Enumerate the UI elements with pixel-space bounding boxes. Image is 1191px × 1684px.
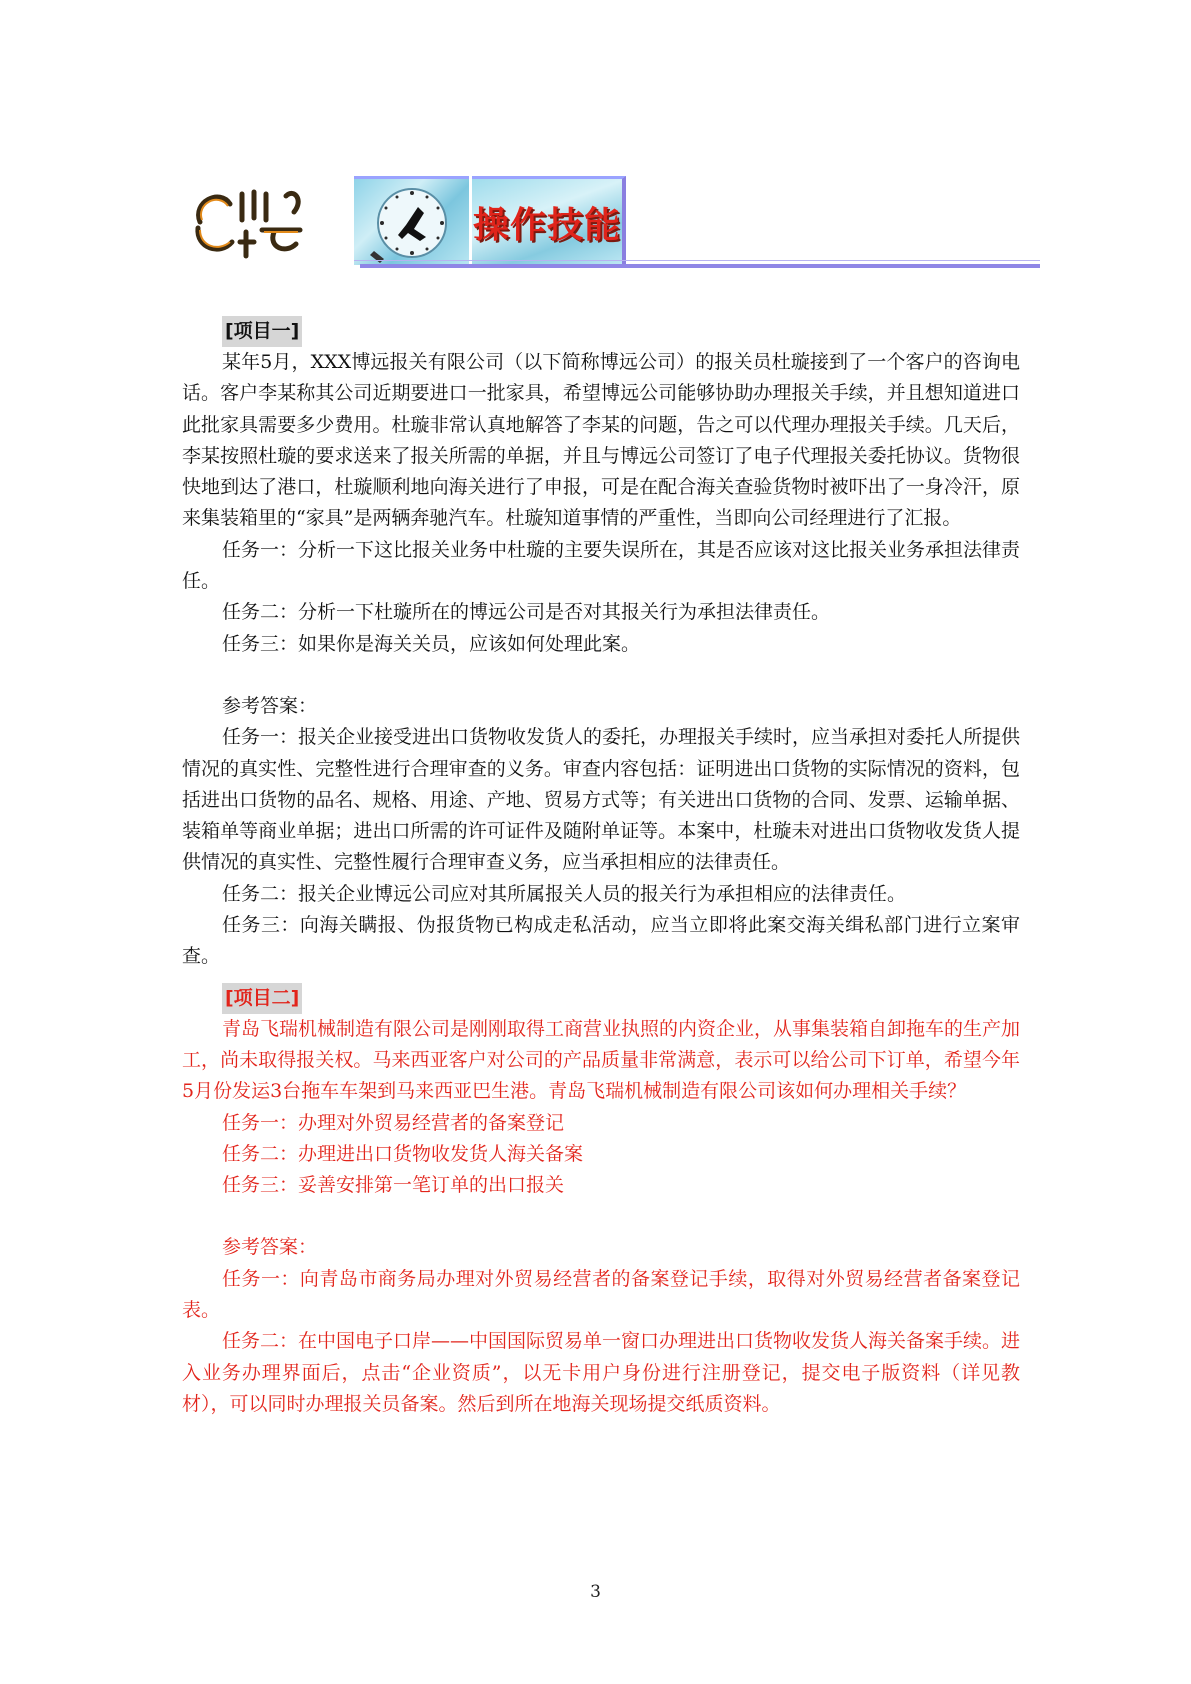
project-1-answer-1: 任务一：报关企业接受进出口货物收发货人的委托，办理报关手续时，应当承担对委托人所提供情况的真实性、完整性进行合理审查的义务。审查内容包括：证明进出口货物的实际情况的资料，包括进出口货物的品名、规格、用途、产地、贸易方式等；有关进出口货物的合同、发票、运输单据、装箱单等商业单据；进出口所需的许可证件及随附单证等。本案中，杜璇未对进出口货物收发货人提供情况的真实性、完整性履行合理审查义务，应当承担相应的法律责任。 — [182, 726, 1021, 874]
page-number: 3 — [590, 1582, 601, 1602]
project-1-heading: [项目一] — [222, 316, 302, 347]
project-2-heading: [项目二] — [222, 983, 302, 1014]
project-1-section — [182, 316, 1020, 973]
zhichang-logo — [190, 182, 310, 264]
header-banner — [190, 176, 1040, 276]
project-2-answer-1: 任务一：向青岛市商务局办理对外贸易经营者的备案登记手续，取得对外贸易经营者备案登记表。 — [182, 1267, 1020, 1322]
title-panel — [472, 176, 626, 265]
clock-image — [354, 176, 469, 265]
banner-title: 操作技能 — [472, 204, 621, 246]
project-2-task-3: 任务三：妥善安排第一笔订单的出口报关 — [222, 1174, 565, 1197]
project-1-answer-2: 任务二：报关企业博远公司应对其所属报关人员的报关行为承担相应的法律责任。 — [222, 882, 907, 905]
project-1-answer-3: 任务三：向海关瞒报、伪报货物已构成走私活动，应当立即将此案交海关缉私部门进行立案审查。 — [182, 914, 1020, 968]
project-1-answer-label: 参考答案： — [222, 694, 318, 717]
project-2-answer-label: 参考答案： — [222, 1236, 318, 1259]
project-2-answer-2: 任务二：在中国电子口岸——中国国际贸易单一窗口办理进出口货物收发货人海关备案手续。进入业务办理界面后，点击“企业资质”，以无卡用户身份进行注册登记，提交电子版资料（详见教材），可以同时办理报关员备案。然后到所在地海关现场提交纸质资料。 — [182, 1330, 1021, 1415]
project-2-task-2: 任务二：办理进出口货物收发货人海关备案 — [222, 1142, 584, 1165]
project-1-task-3: 任务三：如果你是海关关员，应该如何处理此案。 — [222, 632, 641, 655]
project-1-task-2: 任务二：分析一下杜璇所在的博远公司是否对其报关行为承担法律责任。 — [222, 601, 831, 624]
document-body — [182, 316, 1020, 1420]
project-1-case: 某年5月，XXX博远报关有限公司（以下简称博远公司）的报关员杜璇接到了一个客户的咨询电话。客户李某称其公司近期要进口一批家具，希望博远公司能够协助办理报关手续，并且想知道进口此批家具需要多少费用。杜璇非常认真地解答了李某的问题，告之可以代理办理报关手续。几天后，李某按照杜璇的要求送来了报关所需的单据，并且与博远公司签订了电子代理报关委托协议。货物很快地到达了港口，杜璇顺利地向海关进行了申报，可是在配合海关查验货物时被吓出了一身冷汗，原来集装箱里的“家具”是两辆奔驰汽车。杜璇知道事情的严重性，当即向公司经理进行了汇报。 — [182, 351, 1020, 530]
project-1-task-1: 任务一：分析一下这比报关业务中杜璇的主要失误所在，其是否应该对这比报关业务承担法律责任。 — [182, 538, 1021, 593]
header-rule-thin — [354, 260, 1040, 261]
spacer — [182, 660, 1020, 691]
header-rule — [360, 264, 1040, 268]
spacer — [182, 1201, 1020, 1232]
clock-icon — [354, 179, 469, 265]
project-2-section — [182, 983, 1020, 1421]
spacer — [182, 973, 1020, 983]
logo-graphic — [190, 182, 310, 264]
project-2-case: 青岛飞瑞机械制造有限公司是刚刚取得工商营业执照的内资企业，从事集装箱自卸拖车的生产加工，尚未取得报关权。马来西亚客户对公司的产品质量非常满意，表示可以给公司下订单，希望今年5月份发运3台拖车车架到马来西亚巴生港。青岛飞瑞机械制造有限公司该如何办理相关手续？ — [182, 1017, 1021, 1103]
project-2-task-1: 任务一：办理对外贸易经营者的备案登记 — [222, 1111, 565, 1134]
